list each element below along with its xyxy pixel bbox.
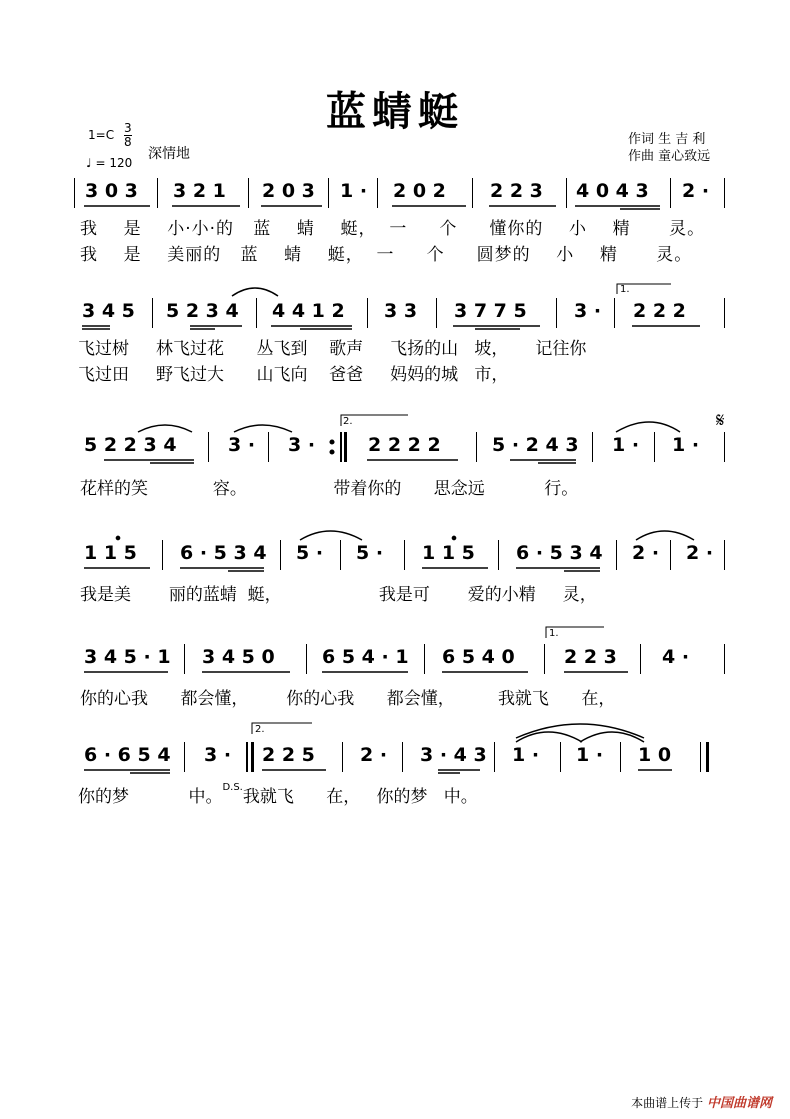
measure-32: 3 4 5 0	[202, 646, 275, 668]
footer-credit: 本曲谱上传于 中国曲谱网	[631, 1096, 772, 1111]
measure-20: 5 · 2 4 3	[492, 434, 579, 456]
measure-38: 3 ·	[204, 744, 232, 766]
measure-34: 6 5 4 0	[442, 646, 515, 668]
lyric-line-2: 我 是 美丽的 蓝 蜻 蜓， 一 个 圆梦的 小 精 灵。	[80, 245, 693, 265]
measure-21: 1 ·	[612, 434, 640, 456]
measure-40: 2 ·	[360, 744, 388, 766]
song-title: 蓝蜻蜓	[326, 88, 464, 135]
measure-35: 2 2 3	[564, 646, 617, 668]
measure-27: 1 1 5	[422, 542, 475, 564]
quarter-note-icon: ♩	[86, 156, 92, 170]
measure-31: 3 4 5 · 1	[84, 646, 171, 668]
lyric-line-1: 飞过树 林飞过花 丛飞到 歌声 飞扬的山 坡， 记往你	[78, 339, 587, 359]
measure-41: 3 · 4 3	[420, 744, 487, 766]
system-5	[0, 628, 790, 712]
measure-16: 5 2 2 3 4	[84, 434, 177, 456]
segno-icon: 𝄋	[716, 408, 725, 432]
measure-13: 3 7 7 5	[454, 300, 527, 322]
lyric-line-1: 花样的笑 容。 带着你的 思念远 行。	[80, 479, 579, 499]
measure-6: 2 2 3	[490, 180, 543, 202]
lyric-line-2: 飞过田 野飞过大 山飞向 爸爸 妈妈的城 市，	[78, 365, 509, 385]
measure-9: 3 4 5	[82, 300, 135, 322]
volta-1-label: 1.	[620, 284, 630, 295]
measure-8: 2 ·	[682, 180, 710, 202]
composer-credit: 作曲 童心致远	[628, 149, 711, 164]
system-6	[0, 724, 790, 810]
volta-2-label: 2.	[255, 724, 265, 735]
measure-39: 2 2 5	[262, 744, 315, 766]
measure-23: 1 1 5	[84, 542, 137, 564]
measure-43: 1 ·	[576, 744, 604, 766]
lyric-line-1: 我是美 丽的蓝蜻 蜓， 我是可 爱的小精 灵，	[80, 585, 597, 605]
ds-marking: D.S.	[222, 782, 243, 793]
volta-2-label: 2.	[343, 416, 353, 427]
measure-24: 6 · 5 3 4	[180, 542, 267, 564]
measure-44: 1 0	[638, 744, 672, 766]
measure-10: 5 2 3 4	[166, 300, 239, 322]
measure-15: 2 2 2	[633, 300, 686, 322]
measure-18: 3 ·	[288, 434, 316, 456]
measure-7: 4 0 4 3	[576, 180, 649, 202]
measure-2: 3 2 1	[173, 180, 226, 202]
lyric-line-1: 你的心我 都会懂， 你的心我 都会懂， 我就飞 在，	[80, 689, 616, 709]
measure-12: 3 3	[384, 300, 418, 322]
measure-42: 1 ·	[512, 744, 540, 766]
measure-29: 2 ·	[632, 542, 660, 564]
measure-33: 6 5 4 · 1	[322, 646, 409, 668]
measure-28: 6 · 5 3 4	[516, 542, 603, 564]
measure-37: 6 · 6 5 4	[84, 744, 171, 766]
site-logo: 中国曲谱网	[706, 1096, 772, 1111]
measure-30: 2 ·	[686, 542, 714, 564]
measure-11: 4 4 1 2	[272, 300, 345, 322]
measure-4: 1 ·	[340, 180, 368, 202]
lyric-line-1: 我 是 小·小·的 蓝 蜻 蜓， 一 个 懂你的 小 精 灵。	[80, 219, 706, 239]
tempo-marking: ♩ = 120	[86, 156, 133, 170]
system-3	[0, 408, 790, 510]
measure-3: 2 0 3	[262, 180, 315, 202]
key-signature: 1=C	[88, 128, 115, 142]
measure-14: 3 ·	[574, 300, 602, 322]
measure-1: 3 0 3	[85, 180, 138, 202]
measure-5: 2 0 2	[393, 180, 446, 202]
lyricist-credit: 作词 生 吉 利	[628, 132, 706, 147]
system-4	[0, 538, 790, 608]
measure-19: 2 2 2 2	[368, 434, 441, 456]
time-signature: 3 8	[124, 121, 132, 149]
measure-25: 5 ·	[296, 542, 324, 564]
volta-1-label: 1.	[549, 628, 559, 639]
expression-marking: 深情地	[148, 146, 190, 162]
system-1	[0, 176, 790, 266]
measure-26: 5 ·	[356, 542, 384, 564]
measure-17: 3 ·	[228, 434, 256, 456]
measure-22: 1 ·	[672, 434, 700, 456]
measure-36: 4 ·	[662, 646, 690, 668]
system-2	[0, 284, 790, 386]
lyric-line-1: 你的梦 中。$^{D.S.}$我就飞 在， 你的梦 中。	[78, 782, 478, 807]
